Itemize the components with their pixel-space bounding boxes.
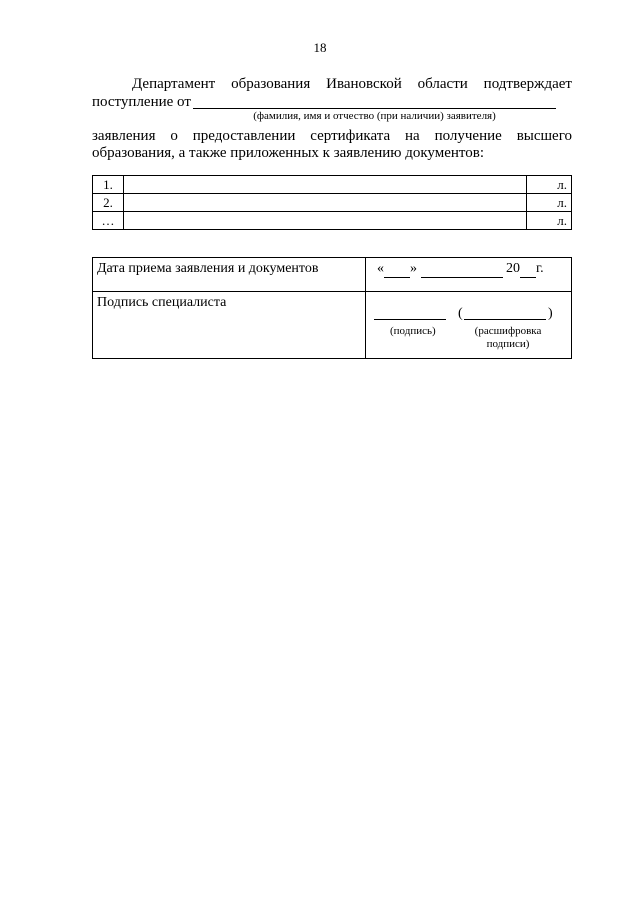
document-name-cell[interactable] xyxy=(124,194,527,212)
intro-line-1: Департамент образования Ивановской области подтверждает xyxy=(132,76,572,92)
table-row xyxy=(93,258,572,292)
table-row xyxy=(93,176,572,194)
body-line-1: заявления о предоставлении сертификата на получение высшего xyxy=(92,128,572,144)
decode-blank[interactable] xyxy=(464,319,546,320)
year-prefix: 20 xyxy=(506,261,520,276)
pages-unit: л. xyxy=(527,176,572,194)
row-number: 1. xyxy=(93,176,124,194)
paren-close: ) xyxy=(548,306,553,321)
year-blank[interactable] xyxy=(520,261,536,278)
table-row xyxy=(93,292,572,359)
pages-unit: л. xyxy=(527,194,572,212)
body-paragraph xyxy=(92,128,572,162)
table-row xyxy=(93,212,572,230)
signature-caption: (подпись) xyxy=(390,325,436,337)
documents-table xyxy=(92,175,572,230)
decode-caption: (расшифровка подписи) xyxy=(474,325,542,350)
day-blank[interactable] xyxy=(384,261,410,278)
row-number: … xyxy=(93,212,124,230)
body-line-2: образования, а также приложенных к заявлению документов: xyxy=(92,145,485,161)
applicant-caption: (фамилия, имя и отчество (при наличии) заявителя) xyxy=(253,110,496,122)
from-label: поступление от xyxy=(92,94,191,110)
signature-decode-field[interactable] xyxy=(458,306,558,322)
date-label: Дата приема заявления и документов xyxy=(93,258,366,292)
signature-label: Подпись специалиста xyxy=(93,292,366,359)
signature-blank[interactable] xyxy=(374,319,446,320)
intro-paragraph xyxy=(92,75,572,93)
page-number: 18 xyxy=(313,40,327,55)
date-field[interactable] xyxy=(366,258,572,292)
signature-cell xyxy=(366,292,572,359)
date-close-quote: » xyxy=(410,261,417,276)
applicant-name-field[interactable] xyxy=(193,108,556,109)
receipt-table xyxy=(92,257,572,359)
row-number: 2. xyxy=(93,194,124,212)
year-suffix: г. xyxy=(536,261,544,276)
document-name-cell[interactable] xyxy=(124,176,527,194)
document-name-cell[interactable] xyxy=(124,212,527,230)
paren-open: ( xyxy=(458,306,463,321)
date-open-quote: « xyxy=(377,261,384,276)
month-blank[interactable] xyxy=(421,261,503,278)
table-row xyxy=(93,194,572,212)
pages-unit: л. xyxy=(527,212,572,230)
